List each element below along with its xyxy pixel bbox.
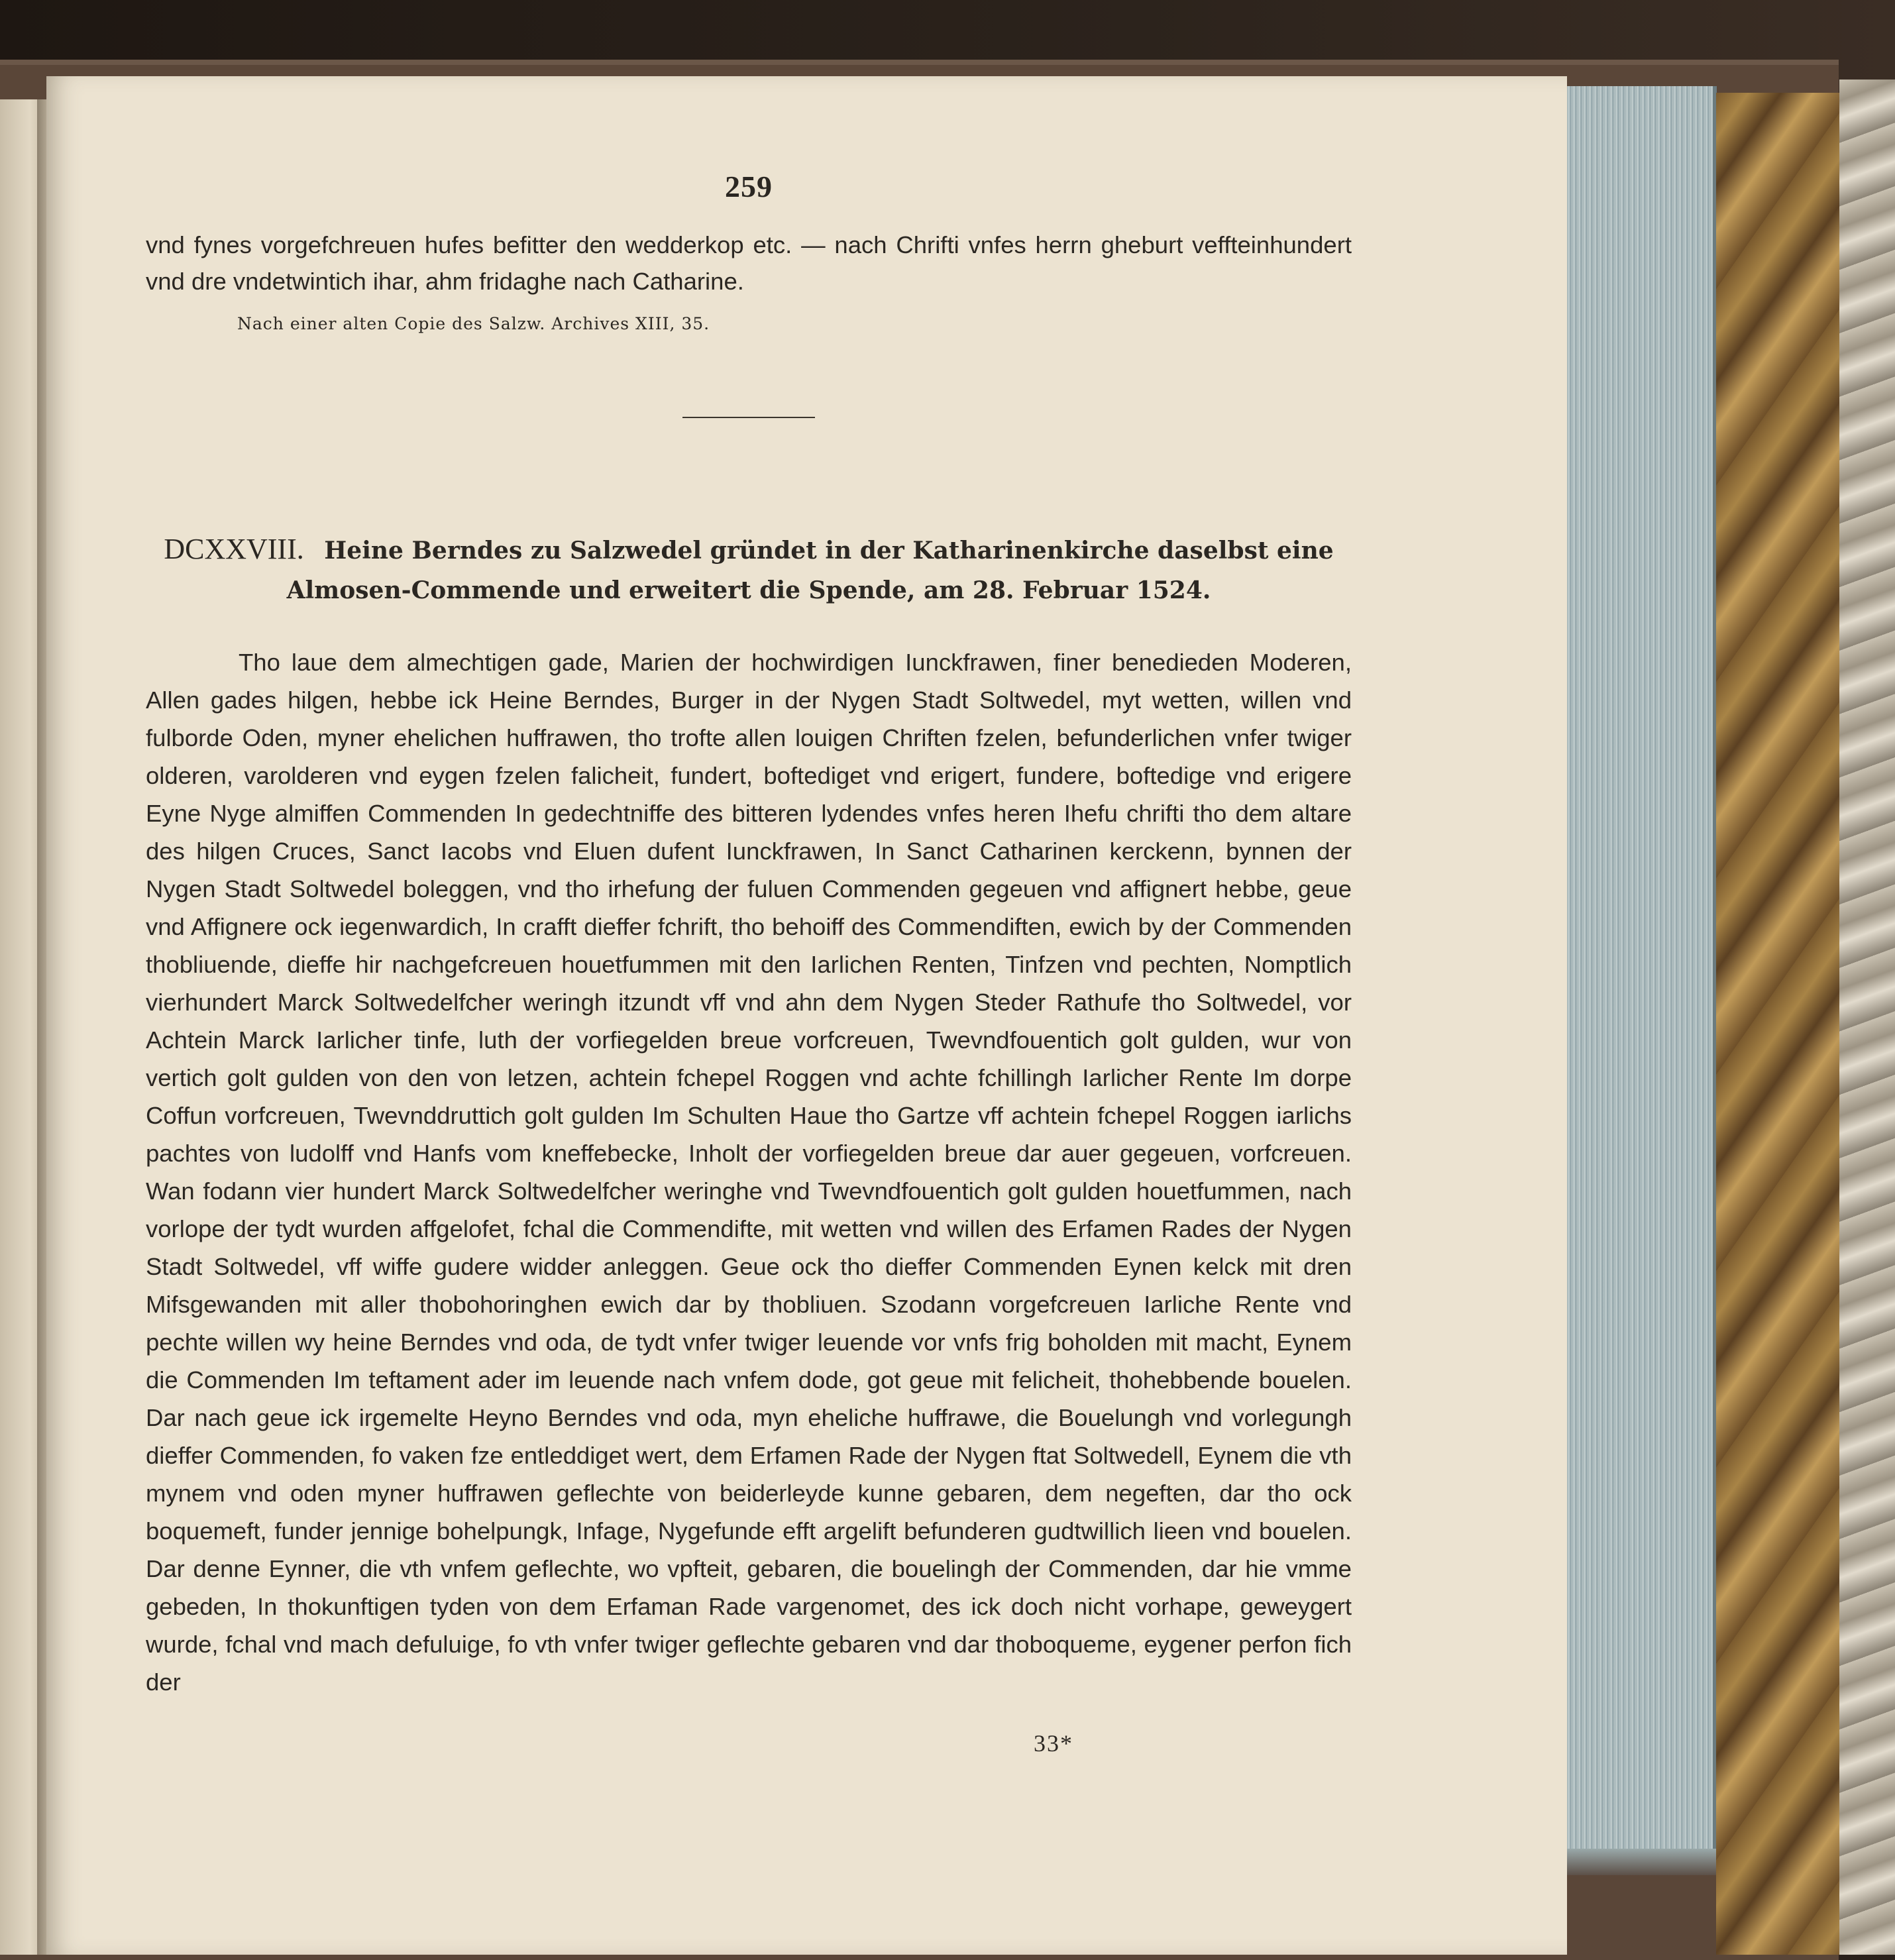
previous-document-ending: vnd fynes vorgefchreuen hufes befitter den wedderkop etc. — nach Chrifti vnfes herrn gheburt veffteinhundert vnd dre vndetwintich ihar, ahm fridaghe nach Catharine. [146, 231, 1352, 295]
document-title: Heine Berndes zu Salzwedel gründet in der Katharinenkirche daselbst eine Almosen-Commende und erweitert die Spende, am 28. Februar 1524. [286, 537, 1334, 604]
document-number: DCXXVIII. [164, 533, 304, 565]
signature-mark: 33* [1034, 1730, 1073, 1757]
marbled-cover-edge [1839, 80, 1895, 1955]
document-body: Tho laue dem almechtigen gade, Marien der hochwirdigen Iunckfrawen, finer benedieden Moderen, Allen gades hilgen, hebbe ick Heine Berndes, Burger in der Nygen Stadt Soltwedel, myt wetten, willen vnd fulborde Oden, myner ehelichen huffrawen, tho trofte allen louigen Chriften fzelen, befunderlichen vnfer twiger olderen, varolderen vnd eygen fzelen falicheit, fundert, boftediget vnd erigert, fundere, boftedige vnd erigere Eyne Nyge almiffen Commenden In gedechtniffe des bitteren lydendes vnfes heren Ihefu chrifti tho dem altare des hilgen Cruces, Sanct Iacobs vnd Eluen dufent Iunckfrawen, In Sanct Catharinen kerckenn, bynnen der Nygen Stadt Soltwedel boleggen, vnd tho irhefung der fuluen Commenden gegeuen vnd affignert hebbe, geue vnd Affignere ock iegenwardich, In crafft dieffer fchrift, tho behoiff des Commendiften, ewich by der Commenden thobliuende, dieffe hir nachgefcreuen houetfummen mit den Iarlichen Renten, Tinfzen vnd pechten, Nomptlich vierhundert Marck Soltwedelfcher weringh itzundt vff vnd ahn dem Nygen Steder Rathufe tho Soltwedel, vor Achtein Marck Iarlicher tinfe, luth der vorfiegelden breue vorfcreuen, Twevndfouentich golt gulden, wur von vertich golt gulden von den von letzen, achtein fchepel Roggen vnd achte fchillingh Iarlicher Rente Im dorpe Coffun vorfcreuen, Twevnddruttich golt gulden Im Schulten Haue tho Gartze vff achtein fchepel Roggen iarlichs pachtes von ludolff vnd Hanfs vom kneffebecke, Inholt der vorfiegelden breue dar auer gegeuen, vorfcreuen. Wan fodann vier hundert Marck Soltwedelfcher weringhe vnd Twevndfouentich golt gulden houetfummen, nach vorlope der tydt wurden affgelofet, fchal die Commendifte, mit wetten vnd willen des Erfamen Rades der Nygen Stadt Soltwedel, vff wiffe gudere widder anleggen. Geue ock tho dieffer Commenden Eynen kelck mit dren Mifsgewanden mit aller thobohoringhen ewich dar by thobliuen. Szodann vorgefcreuen Iarliche Rente vnd pechte willen wy heine Berndes vnd oda, de tydt vnfer twiger leuende vor vnfs frig boholden mit macht, Eynem die Commenden Im teftament ader im leuende nach vnfem dode, got geue mit felicheit, thohebbende bouelen. Dar nach geue ick irgemelte Heyno Berndes vnd oda, myn eheliche huffrawe, die Bouelungh vnd vorlegungh dieffer Commenden, fo vaken fze entleddiget wert, dem Erfamen Rade der Nygen ftat Soltwedell, Eynem die vth mynem vnd oden myner huffrawen geflechte von beiderleyde kunne gebaren, dem negeften, dar tho ock boquemeft, funder jennige bohelpungk, Infage, Nygefunde efft argelift befunderen gudtwillich lieen vnd bouelen. Dar denne Eynner, die vth vnfem geflechte, wo vpfteit, gebaren, die bouelingh der Commenden, dar hie vmme gebeden, In thokunftigen tyden von dem Erfaman Rade vargenomet, des ick doch nicht vorhape, geweygert wurde, fchal vnd mach defuluige, fo vth vnfer twiger geflechte gebaren vnd dar thoboqueme, eygener perfon fich der [146, 649, 1352, 1696]
page-block-bottom [1567, 1849, 1717, 1875]
document-heading [146, 529, 1352, 610]
marbled-endpaper [1716, 93, 1839, 1955]
page-text-block [146, 169, 1352, 1725]
source-note: Nach einer alten Copie des Salzw. Archives XIII, 35. [237, 314, 710, 333]
page-number: 259 [725, 170, 773, 203]
left-page-edge [0, 99, 42, 1955]
section-divider [682, 417, 815, 418]
page-block-edge [1567, 86, 1717, 1849]
